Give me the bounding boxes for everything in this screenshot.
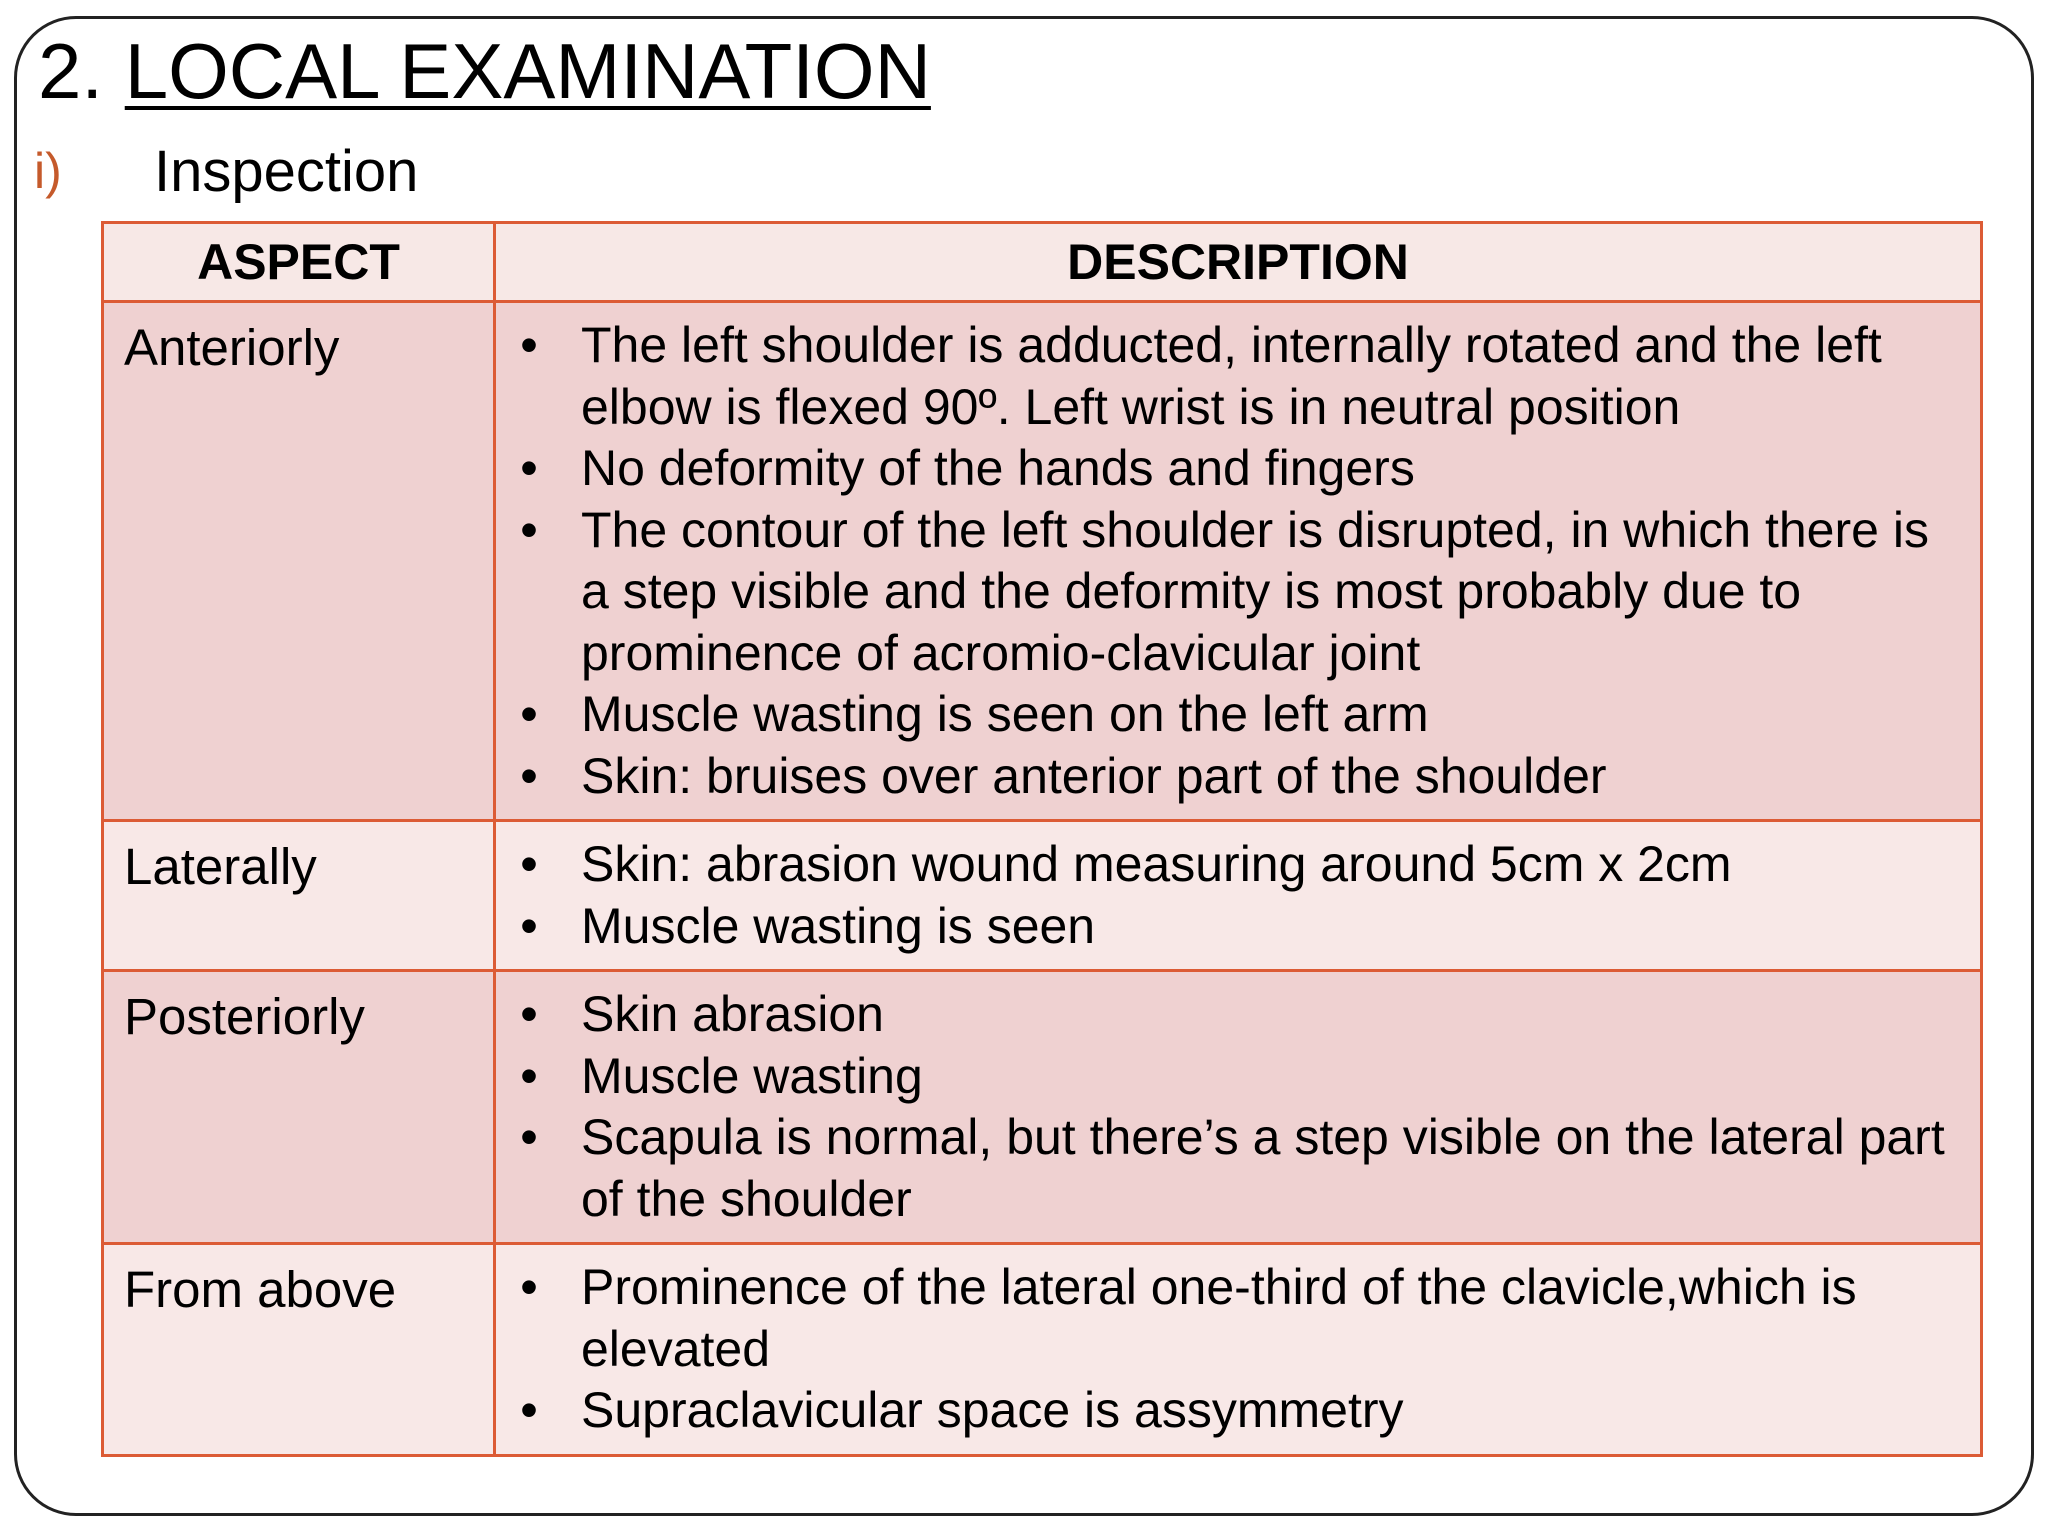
table-row bbox=[103, 821, 1982, 971]
bullet-icon: • bbox=[520, 836, 538, 892]
bullet-list bbox=[496, 834, 1960, 957]
table-header-row bbox=[103, 223, 1982, 302]
list-item bbox=[496, 315, 1960, 438]
table-row bbox=[103, 971, 1982, 1244]
bullet-list bbox=[496, 315, 1960, 807]
inspection-table-container bbox=[101, 221, 1983, 1457]
header-aspect: ASPECT bbox=[103, 223, 495, 302]
list-item bbox=[496, 1107, 1960, 1230]
bullet-icon: • bbox=[520, 501, 538, 558]
bullet-icon: • bbox=[520, 1259, 538, 1315]
description-cell bbox=[495, 1244, 1982, 1456]
bullet-icon: • bbox=[520, 440, 538, 496]
table-row bbox=[103, 302, 1982, 821]
list-item-text: The left shoulder is adducted, internally rotated and the left elbow is flexed 90º. Left wrist is in neutral position bbox=[581, 317, 1882, 435]
list-item bbox=[496, 438, 1960, 500]
header-description: DESCRIPTION bbox=[495, 223, 1982, 302]
list-item bbox=[496, 746, 1960, 808]
list-item-text: Scapula is normal, but there’s a step visible on the lateral part of the shoulder bbox=[581, 1109, 1945, 1227]
bullet-list bbox=[496, 984, 1960, 1230]
section-heading bbox=[34, 140, 418, 202]
bullet-list bbox=[496, 1257, 1960, 1442]
list-item bbox=[496, 834, 1960, 896]
bullet-icon: • bbox=[520, 1382, 538, 1438]
section-title: Inspection bbox=[154, 138, 419, 204]
slide-title bbox=[38, 27, 931, 115]
list-item bbox=[496, 1380, 1960, 1442]
list-item-text: Prominence of the lateral one-third of the clavicle,which is elevated bbox=[581, 1259, 1857, 1377]
list-item-text: Skin: bruises over anterior part of the shoulder bbox=[581, 747, 1607, 804]
list-item-text: Supraclavicular space is assymmetry bbox=[581, 1382, 1404, 1438]
bullet-icon: • bbox=[520, 747, 538, 804]
list-item-text: The contour of the left shoulder is disrupted, in which there is a step visible and the deformity is most probably due to prominence of acromio-clavicular joint bbox=[581, 501, 1929, 681]
description-cell bbox=[495, 302, 1982, 821]
bullet-icon: • bbox=[520, 986, 538, 1042]
list-item-text: Muscle wasting is seen bbox=[581, 897, 1096, 954]
title-number: 2. bbox=[38, 27, 125, 115]
list-item bbox=[496, 1046, 1960, 1108]
bullet-icon: • bbox=[520, 1047, 538, 1104]
bullet-icon: • bbox=[520, 317, 538, 373]
description-cell bbox=[495, 971, 1982, 1244]
section-marker: i) bbox=[34, 143, 62, 199]
list-item-text: Muscle wasting is seen on the left arm bbox=[581, 686, 1429, 742]
bullet-icon: • bbox=[520, 686, 538, 742]
aspect-cell: Anteriorly bbox=[103, 302, 495, 821]
aspect-cell: From above bbox=[103, 1244, 495, 1456]
bullet-icon: • bbox=[520, 1109, 538, 1165]
inspection-table bbox=[101, 221, 1983, 1457]
list-item-text: No deformity of the hands and fingers bbox=[581, 440, 1415, 496]
list-item-text: Muscle wasting bbox=[581, 1047, 923, 1104]
list-item bbox=[496, 896, 1960, 958]
aspect-cell: Laterally bbox=[103, 821, 495, 971]
aspect-cell: Posteriorly bbox=[103, 971, 495, 1244]
title-text: LOCAL EXAMINATION bbox=[124, 27, 931, 115]
list-item bbox=[496, 1257, 1960, 1380]
list-item bbox=[496, 684, 1960, 746]
list-item bbox=[496, 500, 1960, 685]
list-item bbox=[496, 984, 1960, 1046]
description-cell bbox=[495, 821, 1982, 971]
bullet-icon: • bbox=[520, 897, 538, 954]
list-item-text: Skin abrasion bbox=[581, 986, 884, 1042]
table-row bbox=[103, 1244, 1982, 1456]
list-item-text: Skin: abrasion wound measuring around 5cm x 2cm bbox=[581, 836, 1732, 892]
